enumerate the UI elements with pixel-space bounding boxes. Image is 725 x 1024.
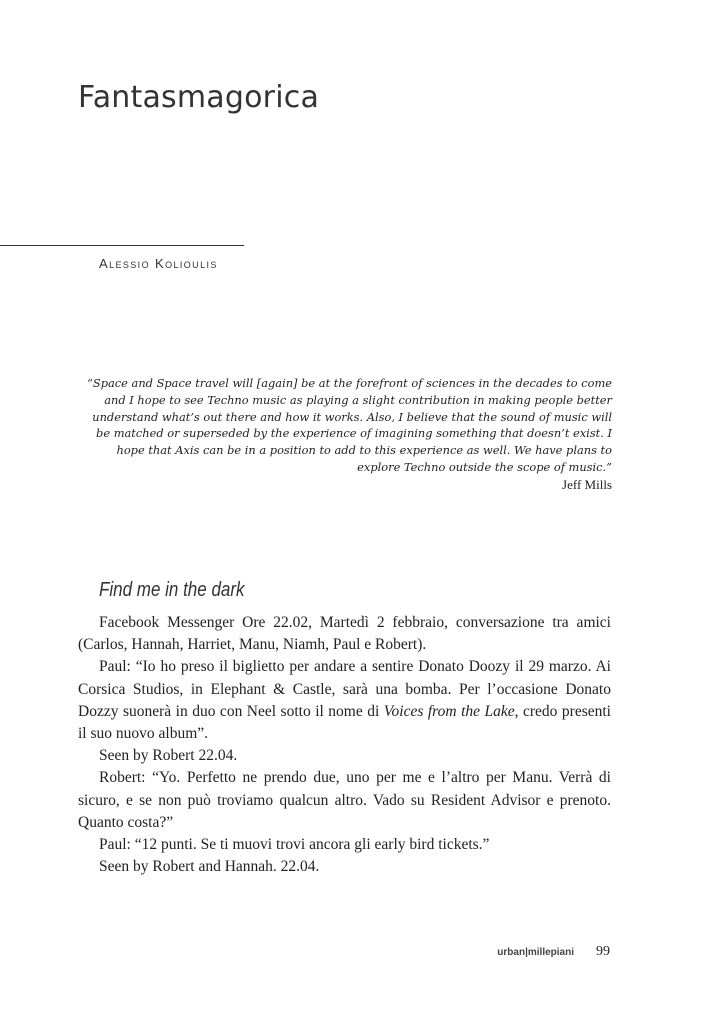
epigraph (76, 375, 612, 494)
paragraph-text: Paul: “Io ho preso il biglietto per andare a sentire Donato Doozy il 29 marzo. Ai Corsica Studios, in Elephant & Castle, sarà una bomba. Per l’occasione Donato Dozzy suonerà in duo con Neel sotto il nome di (78, 658, 611, 720)
epigraph-quote: “Space and Space travel will [again] be at the forefront of sciences in the decades to come and I hope to see Techno music as playing a slight contribution in making people better understand what’s out there and how it works. Also, I believe that the sound of music will be matched or superseded by the experience of imagining something that doesn’t exist. I hope that Axis can be in a position to add to this experience as well. We have plans to explore Techno outside the scope of music.” (87, 376, 612, 474)
body-text (78, 612, 611, 878)
paragraph: Paul: “12 punti. Se ti muovi trovi ancora gli early bird tickets.” (99, 836, 490, 854)
page-number: 99 (596, 944, 610, 959)
paragraph (78, 656, 611, 745)
section-heading: Find me in the dark (99, 579, 245, 601)
paragraph: Seen by Robert and Hannah. 22.04. (99, 858, 320, 876)
epigraph-attribution: Jeff Mills (562, 476, 612, 492)
paragraph: Facebook Messenger Ore 22.02, Martedì 2 febbraio, conversazione tra amici (Carlos, Hannah, Harriet, Manu, Niamh, Paul e Robert). (78, 614, 611, 654)
article-title: Fantasmagorica (78, 80, 320, 115)
title-divider (0, 245, 244, 246)
author-name: Alessio Kolioulis (99, 256, 218, 271)
paragraph: Robert: “Yo. Perfetto ne prendo due, uno per me e l’altro per Manu. Verrà di sicuro, e se non può troviamo qualcun altro. Vado su Resident Advisor e prenoto. Quanto costa?” (78, 769, 611, 831)
album-title: Voices from the Lake (383, 702, 515, 720)
journal-brand: urban|millepiani (497, 947, 574, 958)
paragraph-text: , credo presenti il suo nuovo album”. (78, 702, 611, 743)
page-footer (440, 942, 610, 960)
paragraph: Seen by Robert 22.04. (99, 747, 238, 765)
